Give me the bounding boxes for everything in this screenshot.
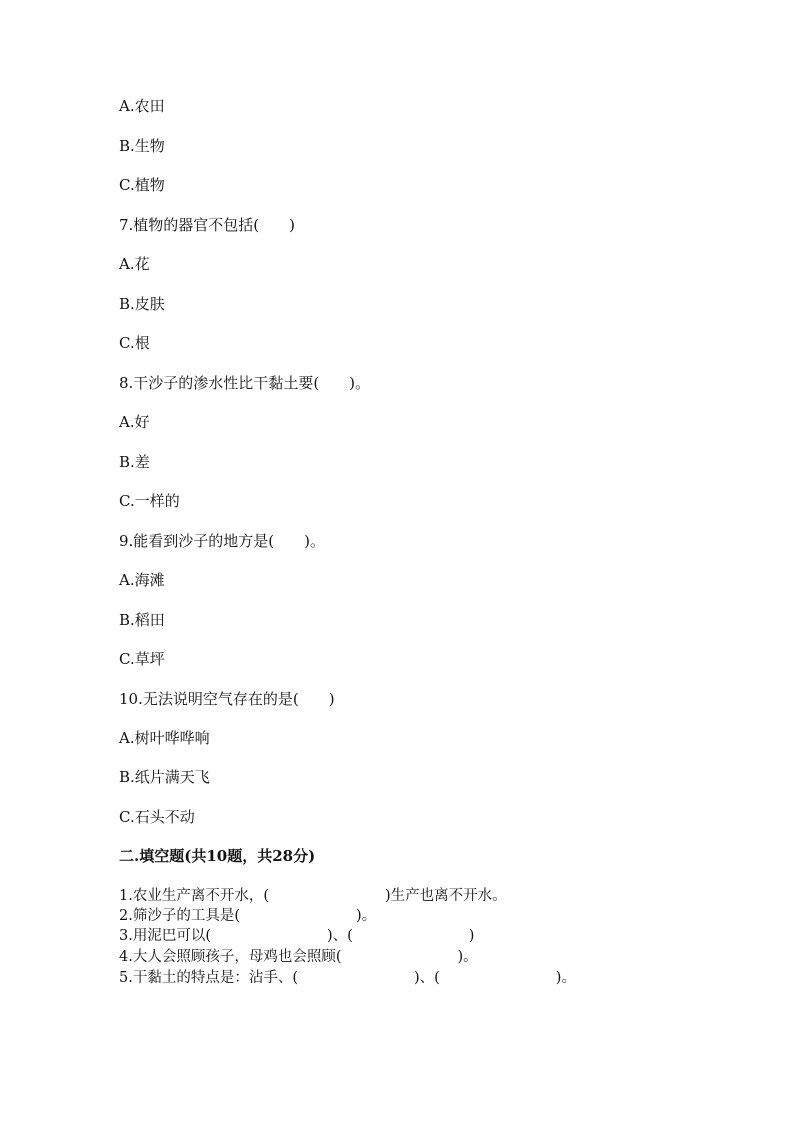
question-10: 10.无法说明空气存在的是( )	[119, 690, 335, 708]
fill-question-1: 1.农业生产离不开水，( )生产也离不开水。	[119, 888, 507, 904]
question-8: 8.干沙子的渗水性比干黏土要( )。	[119, 374, 371, 392]
fill-question-2: 2.筛沙子的工具是( )。	[119, 908, 377, 924]
question-7: 7.植物的器官不包括( )	[119, 216, 296, 234]
fill-question-5: 5.干黏土的特点是：沾手、( )、( )。	[119, 970, 576, 986]
option-c-q10: C.石头不动	[119, 808, 195, 826]
option-b-q8: B.差	[119, 453, 150, 471]
option-b-q7: B.皮肤	[119, 295, 165, 313]
option-c-q6: C.植物	[119, 176, 165, 194]
option-c-q7: C.根	[119, 334, 150, 352]
option-a-q8: A.好	[119, 413, 150, 431]
option-c-q9: C.草坪	[119, 650, 165, 668]
option-a-q6: A.农田	[119, 97, 165, 115]
option-a-q9: A.海滩	[119, 571, 165, 589]
question-9: 9.能看到沙子的地方是( )。	[119, 532, 326, 550]
option-a-q7: A.花	[119, 255, 150, 273]
fill-question-4: 4.大人会照顾孩子，母鸡也会照顾( )。	[119, 949, 478, 965]
option-b-q6: B.生物	[119, 137, 165, 155]
option-b-q9: B.稻田	[119, 611, 165, 629]
section-title: 二.填空题(共10题，共28分)	[119, 847, 316, 865]
fill-question-3: 3.用泥巴可以( )、( )	[119, 928, 475, 944]
option-b-q10: B.纸片满天飞	[119, 768, 210, 786]
option-a-q10: A.树叶哗哗响	[119, 729, 210, 747]
option-c-q8: C.一样的	[119, 492, 180, 510]
